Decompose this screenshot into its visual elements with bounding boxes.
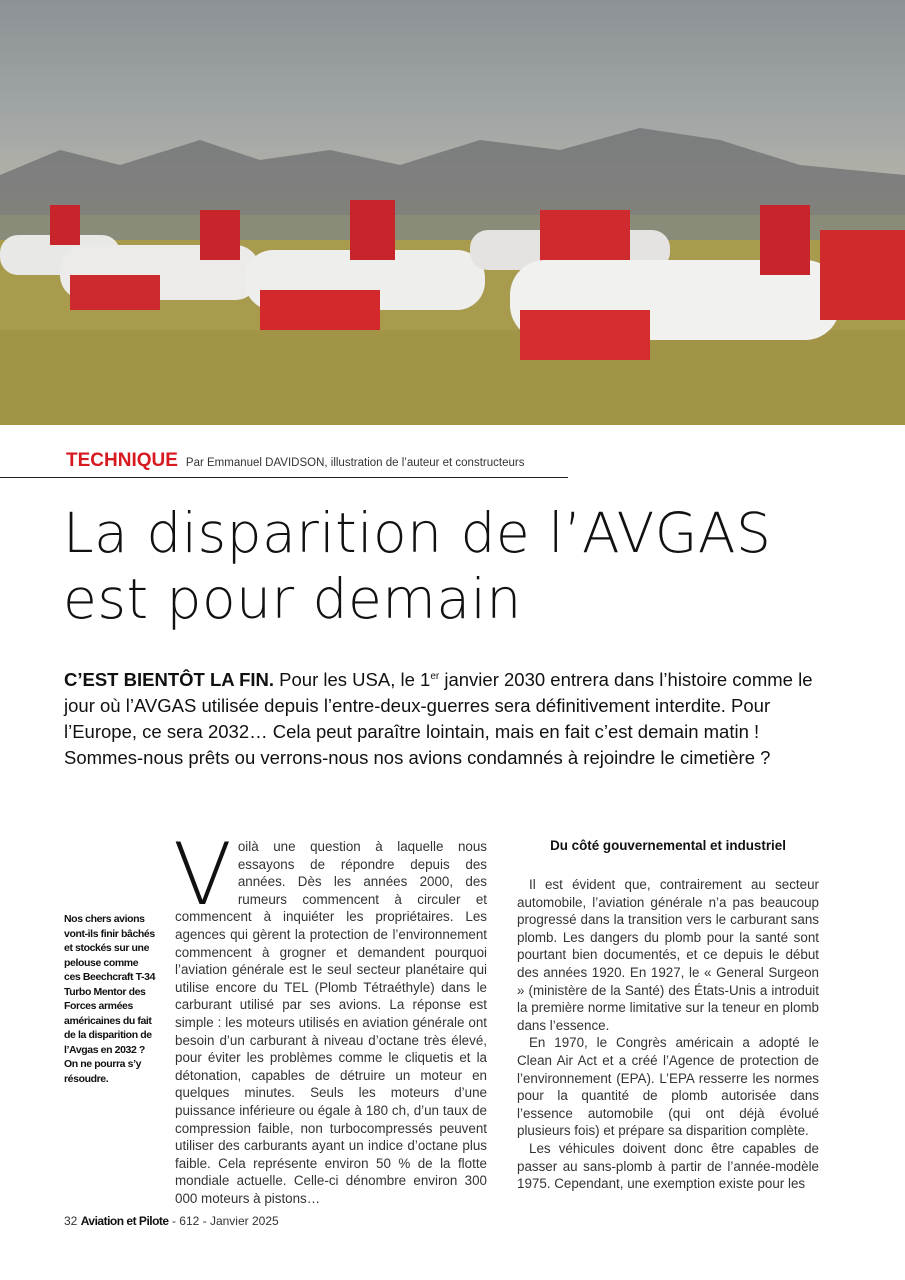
body-column-2: [517, 876, 819, 1193]
photo-caption: Nos chers avions vont-ils finir bâchés et stockés sur une pelouse comme ces Beechcraft T-34 Turbo Mentor des Forces armées américaines du fait de la disparition de l’Avgas en 2032 ? On ne pourra s’y résoudre.: [64, 913, 156, 1085]
article-kicker: [66, 450, 524, 472]
title-line-2: est pour demain: [63, 567, 522, 631]
article-title: [63, 500, 771, 632]
paragraph: En 1970, le Congrès américain a adopté le Clean Air Act et a créé l’Agence de protection de l’environnement (EPA). L’EPA resserre les normes pour la quantité de plomb autorisée dans l’essence automobile (qui ont déjà évolué plusieurs fois) et prépare sa disparition complète.: [517, 1035, 819, 1139]
page-footer: [64, 1214, 279, 1228]
subheading: Du côté gouvernemental et industriel: [550, 838, 786, 853]
lead-bold: C’EST BIENTÔT LA FIN.: [64, 669, 275, 691]
issue-info: - 612 - Janvier 2025: [168, 1214, 279, 1228]
header-rule: [0, 477, 568, 478]
drop-cap: V: [173, 825, 232, 925]
title-line-1: La disparition de l’AVGAS: [63, 501, 772, 565]
lead-sup: er: [430, 671, 440, 682]
byline: Par Emmanuel DAVIDSON, illustration de l’auteur et constructeurs: [185, 457, 525, 469]
body-column-1: [173, 825, 487, 1207]
hero-photo-aircraft-boneyard: [0, 0, 905, 425]
magazine-name: Aviation et Pilote: [80, 1214, 169, 1228]
paragraph: Les véhicules doivent donc être capables de passer au sans-plomb à partir de l’année-modèle 1975. Cependant, une exemption existe pour les: [517, 1140, 819, 1192]
page-number: 32: [64, 1214, 78, 1228]
lead-paragraph: [64, 664, 814, 771]
paragraph: Il est évident que, contrairement au secteur automobile, l’aviation générale n’a pas beaucoup progressé dans la transition vers le carburant sans plomb. Les dangers du plomb pour la santé sont pourtant bien documentés, et ce depuis le début des années 1920. En 1927, le « General Surgeon » (ministère de la Santé) des États-Unis a introduit la première norme limitative sur la teneur en plomb dans l’essence.: [517, 877, 819, 1033]
lead-text: Pour les USA, le 1: [274, 669, 431, 691]
column-1-text: oilà une question à laquelle nous essayons de répondre depuis des années. Dès les années 2000, des rumeurs commencent à circuler et commencent à inquiéter les propriétaires. Les agences qui gèrent la protection de l’environnement commencent à grogner et demandent pourquoi l’aviation générale est le seul secteur planétaire qui utilise encore du TEL (Plomb Tétraéthyle) dans le carburant utilisé par ses avions. La réponse est simple : les moteurs utilisés en aviation générale ont besoin d’un carburant à niveau d’octane très élevé, pour éviter les problèmes comme le cliquetis et la détonation, capables de détruire un moteur en quelques minutes. Seuls les moteurs d’une puissance inférieure ou égale à 180 ch, d’un taux de compression faible, non turbocompressés peuvent utiliser des carburants ayant un indice d’octane plus faible. Cela représente environ 50 % de la flotte mondiale actuelle. Celle-ci dénombre environ 300 000 moteurs à pistons…: [175, 839, 487, 1206]
section-label: TECHNIQUE: [66, 450, 178, 471]
lead-text-2: janvier 2030 entrera dans l’histoire comme le jour où l’AVGAS utilisée depuis l’entre-deux-guerres sera définitivement interdite. Pour l’Europe, ce sera 2032… Cela peut paraître lointain, mais en fait c’est demain matin ! Sommes-nous prêts ou verrons-nous nos avions condamnés à rejoindre le cimetière ?: [64, 669, 813, 769]
